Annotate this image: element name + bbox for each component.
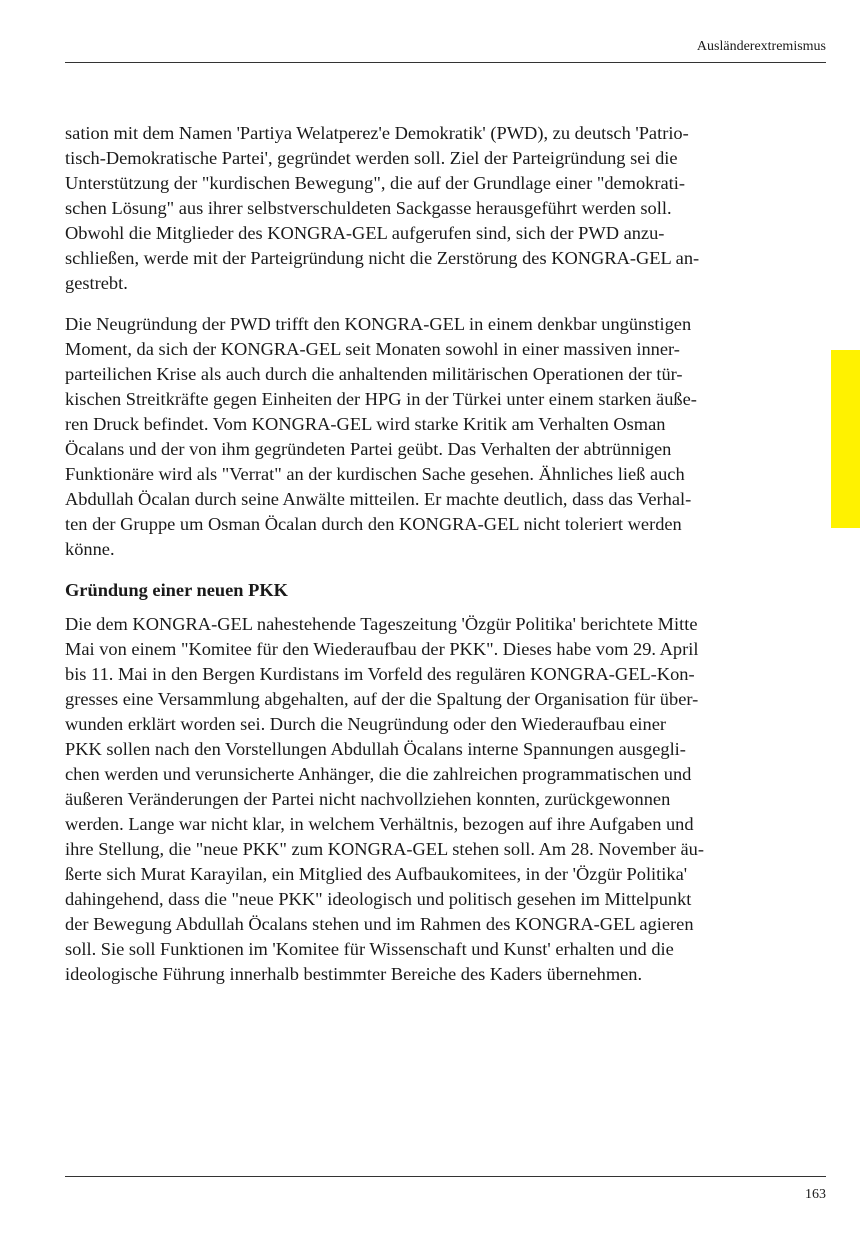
text-line: Die dem KONGRA-GEL nahestehende Tageszeitung 'Özgür Politika' berichtete Mitte <box>65 614 698 634</box>
page-number: 163 <box>805 1187 826 1202</box>
running-header-title: Ausländerextremismus <box>696 39 826 54</box>
text-line: Moment, da sich der KONGRA-GEL seit Monaten sowohl in einer massiven inner- <box>65 339 680 359</box>
text-line: PKK sollen nach den Vorstellungen Abdullah Öcalans interne Spannungen ausgegli- <box>65 739 686 759</box>
text-line: tisch-Demokratische Partei', gegründet werden soll. Ziel der Parteigründung sei die <box>65 148 678 168</box>
text-line: sation mit dem Namen 'Partiya Welatperez'e Demokratik' (PWD), zu deutsch 'Patrio- <box>65 123 689 143</box>
text-line: äußeren Veränderungen der Partei nicht nachvollziehen konnten, zurückgewonnen <box>65 789 671 809</box>
text-line: Obwohl die Mitglieder des KONGRA-GEL aufgerufen sind, sich der PWD anzu- <box>65 223 665 243</box>
text-line: Die Neugründung der PWD trifft den KONGRA-GEL in einem denkbar ungünstigen <box>65 314 692 334</box>
text-line: Funktionäre wird als "Verrat" an der kurdischen Sache gesehen. Ähnliches ließ auch <box>65 464 685 484</box>
footer-rule <box>65 1176 826 1177</box>
text-line: Unterstützung der "kurdischen Bewegung", die auf der Grundlage einer "demokrati- <box>65 173 686 193</box>
paragraph-pwd-founding <box>65 121 785 296</box>
chapter-thumb-marker <box>831 350 860 528</box>
text-line: ihre Stellung, die "neue PKK" zum KONGRA-GEL stehen soll. Am 28. November äu- <box>65 839 704 859</box>
running-header <box>65 30 826 63</box>
text-line: chen werden und verunsicherte Anhänger, die die zahlreichen programmatischen und <box>65 764 692 784</box>
text-line: ren Druck befindet. Vom KONGRA-GEL wird starke Kritik am Verhalten Osman <box>65 414 666 434</box>
text-line: ideologische Führung innerhalb bestimmter Bereiche des Kaders übernehmen. <box>65 964 643 984</box>
text-line: Öcalans und der von ihm gegründeten Partei geübt. Das Verhalten der abtrünnigen <box>65 439 672 459</box>
paragraph-new-pkk <box>65 612 785 987</box>
text-line: ten der Gruppe um Osman Öcalan durch den KONGRA-GEL nicht toleriert werden <box>65 514 682 534</box>
text-line: parteilichen Krise als auch durch die anhaltenden militärischen Operationen der tür- <box>65 364 683 384</box>
text-line: könne. <box>65 539 115 559</box>
text-line: Abdullah Öcalan durch seine Anwälte mitteilen. Er machte deutlich, dass das Verhal- <box>65 489 692 509</box>
text-line: schen Lösung" aus ihrer selbstverschuldeten Sackgasse herausgeführt werden soll. <box>65 198 672 218</box>
text-line: der Bewegung Abdullah Öcalans stehen und im Rahmen des KONGRA-GEL agieren <box>65 914 694 934</box>
text-line: werden. Lange war nicht klar, in welchem Verhältnis, bezogen auf ihre Aufgaben und <box>65 814 694 834</box>
text-line: wunden erklärt worden sei. Durch die Neugründung oder den Wiederaufbau einer <box>65 714 666 734</box>
text-line: gresses eine Versammlung abgehalten, auf der die Spaltung der Organisation für über- <box>65 689 699 709</box>
text-line: gestrebt. <box>65 273 128 293</box>
text-line: soll. Sie soll Funktionen im 'Komitee für Wissenschaft und Kunst' erhalten und die <box>65 939 674 959</box>
text-line: bis 11. Mai in den Bergen Kurdistans im Vorfeld des regulären KONGRA-GEL-Kon- <box>65 664 695 684</box>
page-content <box>65 121 785 987</box>
text-line: Mai von einem "Komitee für den Wiederaufbau der PKK". Dieses habe vom 29. April <box>65 639 699 659</box>
text-line: ßerte sich Murat Karayilan, ein Mitglied des Aufbaukomitees, in der 'Özgür Politika' <box>65 864 688 884</box>
text-line: dahingehend, dass die "neue PKK" ideologisch und politisch gesehen im Mittelpunkt <box>65 889 692 909</box>
section-heading: Gründung einer neuen PKK <box>65 580 288 600</box>
text-line: schließen, werde mit der Parteigründung nicht die Zerstörung des KONGRA-GEL an- <box>65 248 700 268</box>
paragraph-kongra-gel-crisis <box>65 312 785 562</box>
text-line: kischen Streitkräfte gegen Einheiten der HPG in der Türkei unter einem starken äuße- <box>65 389 697 409</box>
